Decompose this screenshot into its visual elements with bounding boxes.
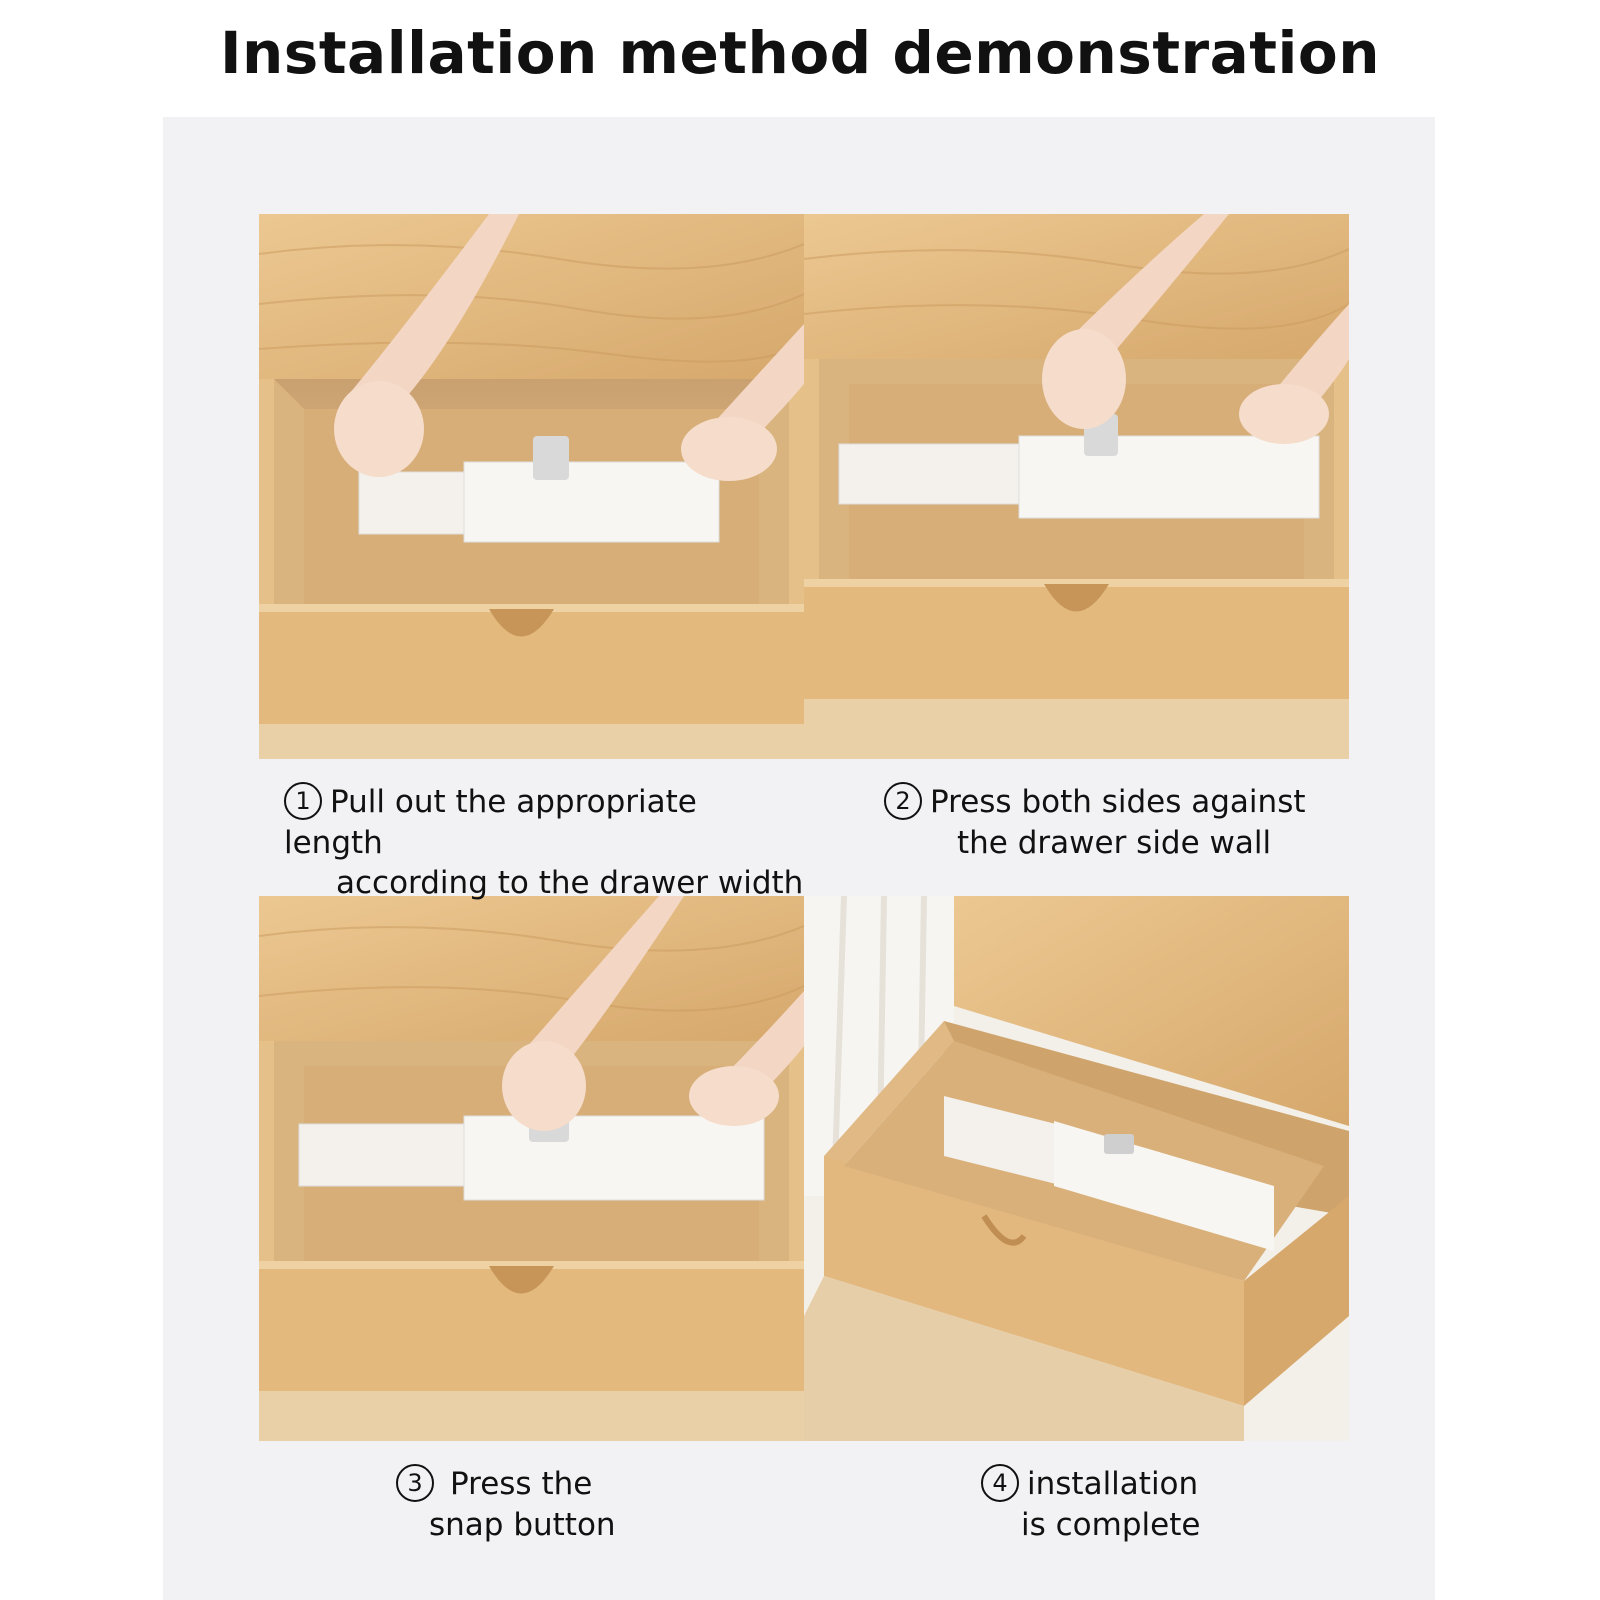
- step-1-number: 1: [284, 782, 322, 820]
- step-1-line-2: according to the drawer width: [336, 864, 804, 901]
- step-2-line-2: the drawer side wall: [957, 824, 1272, 861]
- step-3-number: 3: [396, 1464, 434, 1502]
- step-4-line-2: is complete: [1021, 1506, 1201, 1543]
- step-3-caption: [396, 1464, 696, 1545]
- step-3-line-1: Press the: [450, 1466, 593, 1502]
- step-4-photo: [804, 896, 1349, 1441]
- step-1-caption: [284, 782, 804, 903]
- step-1-line-1: Pull out the appropriate length: [284, 784, 697, 861]
- step-4-caption: [981, 1464, 1241, 1545]
- step-2-photo: [804, 214, 1349, 759]
- step-3-photo: [259, 896, 804, 1441]
- step-2-caption: [884, 782, 1324, 863]
- step-1-photo: [259, 214, 804, 759]
- step-2-line-1: Press both sides against: [930, 784, 1306, 820]
- step-4-number: 4: [981, 1464, 1019, 1502]
- page-title: Installation method demonstration: [219, 19, 1381, 87]
- step-4-line-1: installation: [1027, 1466, 1199, 1502]
- step-3-line-2: snap button: [429, 1506, 616, 1543]
- step-2-number: 2: [884, 782, 922, 820]
